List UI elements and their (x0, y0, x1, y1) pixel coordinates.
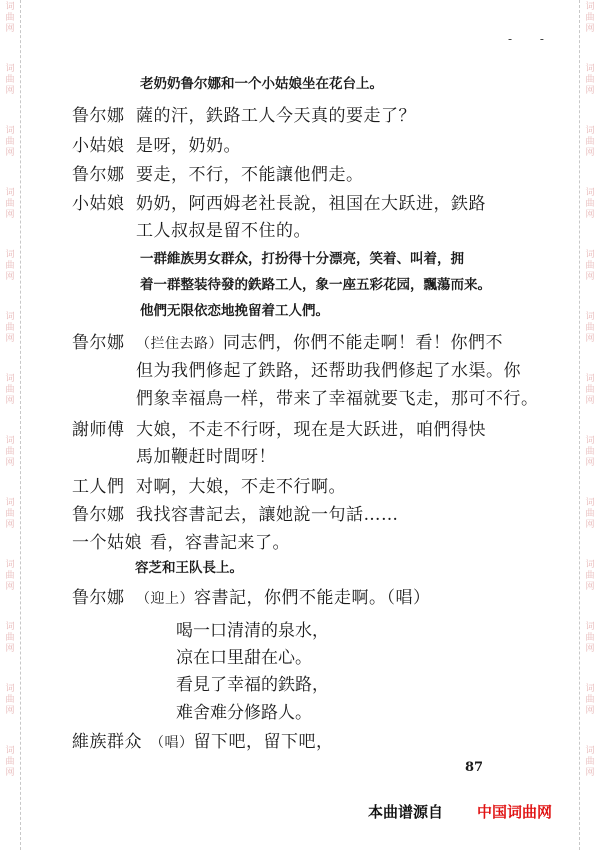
watermark-text: 词 曲 网 (585, 374, 595, 406)
line-text: 薩的汗，鉄路工人今天真的要走了？ (136, 106, 416, 126)
script-line-cont (136, 216, 311, 241)
watermark-text: 词 曲 网 (585, 126, 595, 158)
script-line-stage (140, 72, 383, 92)
line-text: 看見了幸福的鉄路， (176, 675, 329, 695)
script-line-speech (72, 500, 399, 525)
watermark-text: 词 曲 网 (5, 374, 15, 406)
stage-direction-inline: （迎上） (136, 591, 194, 607)
watermark-text: 词 曲 网 (585, 622, 595, 654)
speaker-name: 鲁尔娜 (72, 505, 125, 525)
line-text: 但为我們修起了鉄路，还帮助我們修起了水渠。你 (136, 361, 521, 381)
watermark-text: 词 曲 网 (5, 436, 15, 468)
watermark-text: 词 曲 网 (5, 498, 15, 530)
speaker-name: 工人們 (72, 477, 125, 497)
watermark-text: 词 曲 网 (585, 746, 595, 778)
watermark-text: 词 曲 网 (585, 436, 595, 468)
line-text: 容芝和王队長上。 (135, 560, 243, 576)
script-line-speech (72, 101, 416, 126)
footer-site-name[interactable]: 中国词曲网 (477, 803, 553, 821)
watermark-text: 词 曲 网 (585, 64, 595, 96)
line-text: 同志們，你們不能走啊！看！你們不 (223, 333, 503, 353)
line-text: 要走，不行，不能讓他們走。 (136, 165, 364, 185)
script-line-stage (140, 273, 491, 293)
script-line-speech (72, 727, 334, 752)
watermark-text: 词 曲 网 (585, 188, 595, 220)
script-line-song (176, 698, 312, 723)
script-line-stage (135, 556, 243, 576)
watermark-text: 词 曲 网 (5, 560, 15, 592)
speaker-name: 維族群众 (72, 732, 142, 752)
line-text: 老奶奶鲁尔娜和一个小姑娘坐在花台上。 (140, 76, 383, 92)
line-text: 喝一口清清的泉水， (176, 621, 329, 641)
script-line-song (176, 616, 329, 641)
script-line-cont (136, 384, 539, 409)
stage-direction-inline: （拦住去路） (136, 336, 223, 352)
page-number: 87 (465, 760, 484, 775)
script-line-song (176, 643, 312, 668)
stage-direction-inline: （唱） (150, 735, 194, 751)
speaker-name: 小姑娘 (72, 136, 125, 156)
script-line-stage (140, 247, 464, 267)
script-line-speech (72, 472, 346, 497)
watermark-text: 词 曲 网 (585, 498, 595, 530)
script-line-speech (72, 160, 364, 185)
watermark-text: 词 曲 网 (5, 126, 15, 158)
line-text: 馬加鞭赶时間呀！ (136, 447, 276, 467)
watermark-text: 词 曲 网 (585, 684, 595, 716)
line-text: 看，容書記来了。 (150, 533, 290, 553)
watermark-text: 词 曲 网 (5, 746, 15, 778)
script-line-cont (136, 442, 276, 467)
speaker-name: 謝师傅 (72, 420, 125, 440)
speaker-name: 鲁尔娜 (72, 333, 125, 353)
dash-mark: - - (508, 32, 556, 46)
line-text: 容書記，你們不能走啊。（唱） (194, 588, 431, 608)
watermark-text: 词 曲 网 (585, 560, 595, 592)
line-text: 着一群整装待發的鉄路工人，象一座五彩花园，飄蕩而来。 (140, 277, 491, 293)
speaker-name: 鲁尔娜 (72, 106, 125, 126)
speaker-name: 鲁尔娜 (72, 588, 125, 608)
line-text: 难舍难分修路人。 (176, 703, 312, 723)
watermark-text: 词 曲 网 (5, 312, 15, 344)
script-line-speech (72, 328, 503, 353)
script-line-speech (72, 415, 486, 440)
watermark-text: 词 曲 网 (5, 2, 15, 34)
watermark-text: 词 曲 网 (5, 684, 15, 716)
watermark-text: 词 曲 网 (5, 64, 15, 96)
footer-source-label: 本曲谱源自 (368, 803, 444, 821)
line-text: 一群維族男女群众，打扮得十分漂亮，笑着、叫着，拥 (140, 251, 464, 267)
line-text: 工人叔叔是留不住的。 (136, 221, 311, 241)
watermark-text: 词 曲 网 (5, 250, 15, 282)
speaker-name: 鲁尔娜 (72, 165, 125, 185)
line-text: 对啊，大娘，不走不行啊。 (136, 477, 346, 497)
watermark-text: 词 曲 网 (585, 250, 595, 282)
line-text: 們象幸福鳥一样，带来了幸福就要飞走，那可不行。 (136, 389, 539, 409)
script-line-song (176, 670, 329, 695)
line-text: 留下吧，留下吧， (193, 732, 334, 752)
line-text: 是呀，奶奶。 (136, 136, 241, 156)
speaker-name: 小姑娘 (72, 194, 125, 214)
script-line-stage (140, 299, 329, 319)
script-line-cont (136, 356, 521, 381)
line-text: 奶奶，阿西姆老社長說，祖国在大跃进，鉄路 (136, 194, 486, 214)
line-text: 他們无限依恋地挽留着工人們。 (140, 303, 329, 319)
line-text: 大娘，不走不行呀，现在是大跃进，咱們得快 (136, 420, 486, 440)
watermark-text: 词 曲 网 (585, 312, 595, 344)
watermark-text: 词 曲 网 (5, 622, 15, 654)
line-text: 我找容書記去，讓她說一句話…… (136, 505, 399, 525)
script-line-speech (72, 528, 290, 553)
script-line-speech (72, 131, 241, 156)
speaker-name: 一个姑娘 (72, 533, 142, 553)
script-line-speech (72, 189, 486, 214)
watermark-text: 词 曲 网 (5, 188, 15, 220)
line-text: 凉在口里甜在心。 (176, 648, 312, 668)
watermark-text: 词 曲 网 (585, 2, 595, 34)
script-line-speech (72, 583, 431, 608)
